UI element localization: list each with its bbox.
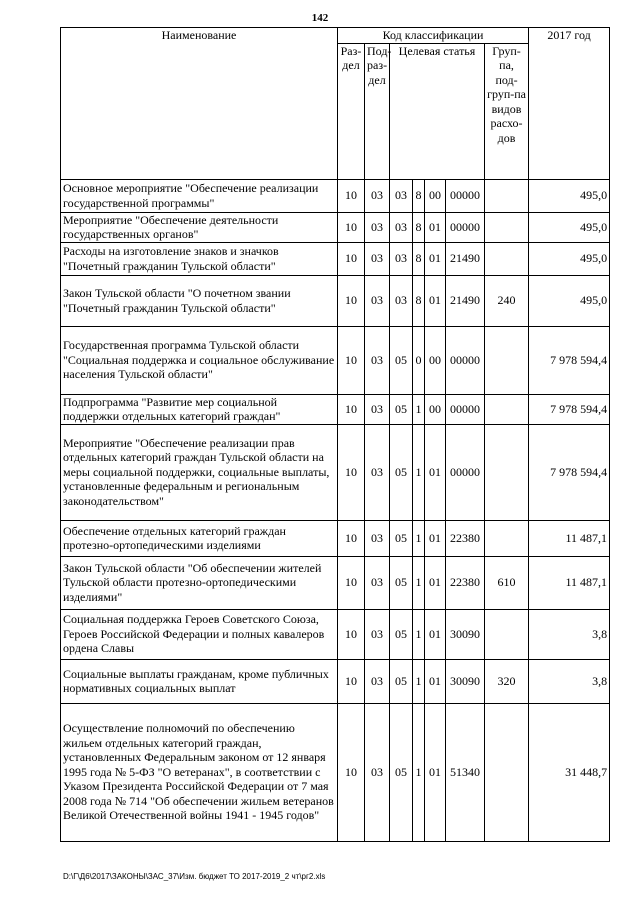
row-target-subprogram: 8 [413,179,425,212]
row-target-subprogram: 1 [413,609,425,659]
row-target-subprogram: 1 [413,703,425,841]
table-row [61,275,610,326]
row-expense-type [485,424,529,520]
row-target-program: 03 [390,242,413,275]
row-podrazdel: 03 [365,242,390,275]
row-target-program: 05 [390,394,413,424]
table-row [61,212,610,242]
row-expense-type: 610 [485,556,529,609]
row-name: Закон Тульской области "Об обеспечении жителей Тульской области протезно-ортопедическими изделиями" [61,556,338,609]
header-year: 2017 год [529,28,610,180]
row-target-direction: 22380 [446,556,485,609]
header-razdel: Раз-дел [338,43,365,179]
row-amount: 3,8 [529,659,610,703]
row-target-event: 01 [425,424,446,520]
row-amount: 11 487,1 [529,520,610,556]
row-target-subprogram: 8 [413,212,425,242]
row-amount: 31 448,7 [529,703,610,841]
table-row [61,424,610,520]
row-podrazdel: 03 [365,556,390,609]
row-amount: 495,0 [529,242,610,275]
row-target-direction: 00000 [446,424,485,520]
row-expense-type: 240 [485,275,529,326]
row-target-direction: 00000 [446,394,485,424]
row-target-program: 03 [390,212,413,242]
header-target: Целевая статья [390,43,485,179]
row-expense-type [485,520,529,556]
row-target-event: 01 [425,703,446,841]
row-podrazdel: 03 [365,179,390,212]
row-target-program: 05 [390,326,413,394]
row-target-program: 05 [390,520,413,556]
table-row [61,394,610,424]
header-podrazdel: Под-раз-дел [365,43,390,179]
row-expense-type [485,609,529,659]
file-path-footer: D:\Г\Д6\2017\ЗАКОНЫ\ЗАС_37\Изм. бюджет ТО 2017-2019_2 чт\рг2.xls [63,872,326,881]
row-podrazdel: 03 [365,394,390,424]
row-amount: 495,0 [529,275,610,326]
row-target-event: 01 [425,556,446,609]
row-name: Мероприятие "Обеспечение деятельности государственных органов" [61,212,338,242]
row-razdel: 10 [338,394,365,424]
row-razdel: 10 [338,703,365,841]
table-row [61,520,610,556]
row-target-subprogram: 8 [413,275,425,326]
row-target-direction: 00000 [446,179,485,212]
table-row [61,179,610,212]
row-razdel: 10 [338,609,365,659]
row-razdel: 10 [338,659,365,703]
row-podrazdel: 03 [365,609,390,659]
row-expense-type [485,242,529,275]
row-amount: 11 487,1 [529,556,610,609]
row-target-direction: 00000 [446,326,485,394]
row-target-program: 05 [390,703,413,841]
row-target-direction: 30090 [446,659,485,703]
row-target-direction: 30090 [446,609,485,659]
row-amount: 495,0 [529,212,610,242]
row-target-program: 05 [390,556,413,609]
header-name: Наименование [61,28,338,180]
row-name: Подпрограмма "Развитие мер социальной поддержки отдельных категорий граждан" [61,394,338,424]
row-target-event: 01 [425,212,446,242]
row-name: Мероприятие "Обеспечение реализации прав отдельных категорий граждан Тульской области на меры социальной поддержки, социальные выплаты, установленные федеральным и региональным законодательством" [61,424,338,520]
row-amount: 7 978 594,4 [529,394,610,424]
table-row [61,326,610,394]
row-target-subprogram: 8 [413,242,425,275]
row-target-program: 03 [390,275,413,326]
row-razdel: 10 [338,326,365,394]
row-target-event: 01 [425,520,446,556]
row-podrazdel: 03 [365,424,390,520]
row-target-direction: 00000 [446,212,485,242]
row-target-subprogram: 1 [413,394,425,424]
table-row [61,556,610,609]
row-razdel: 10 [338,275,365,326]
row-target-direction: 22380 [446,520,485,556]
row-podrazdel: 03 [365,212,390,242]
row-target-direction: 51340 [446,703,485,841]
row-name: Социальная поддержка Героев Советского Союза, Героев Российской Федерации и полных кавалеров ордена Славы [61,609,338,659]
row-podrazdel: 03 [365,275,390,326]
row-target-subprogram: 1 [413,659,425,703]
row-podrazdel: 03 [365,326,390,394]
row-podrazdel: 03 [365,520,390,556]
row-target-event: 00 [425,394,446,424]
row-amount: 7 978 594,4 [529,326,610,394]
row-target-program: 03 [390,179,413,212]
row-target-program: 05 [390,659,413,703]
budget-table [60,27,610,842]
table-row [61,703,610,841]
row-razdel: 10 [338,242,365,275]
row-name: Закон Тульской области "О почетном звании "Почетный гражданин Тульской области" [61,275,338,326]
row-name: Государственная программа Тульской области "Социальная поддержка и социальное обслуживание населения Тульской области" [61,326,338,394]
row-amount: 3,8 [529,609,610,659]
row-razdel: 10 [338,520,365,556]
row-target-event: 01 [425,609,446,659]
row-target-event: 00 [425,179,446,212]
row-name: Обеспечение отдельных категорий граждан протезно-ортопедическими изделиями [61,520,338,556]
row-expense-type [485,703,529,841]
header-vid: Груп-па, под-груп-па видов расхо-дов [485,43,529,179]
page-number: 142 [311,12,329,24]
row-podrazdel: 03 [365,703,390,841]
row-target-event: 01 [425,659,446,703]
row-target-program: 05 [390,609,413,659]
row-name: Основное мероприятие "Обеспечение реализации государственной программы" [61,179,338,212]
table-row [61,609,610,659]
row-expense-type [485,394,529,424]
row-razdel: 10 [338,424,365,520]
row-target-program: 05 [390,424,413,520]
row-target-event: 01 [425,242,446,275]
row-name: Расходы на изготовление знаков и значков "Почетный гражданин Тульской области" [61,242,338,275]
row-target-direction: 21490 [446,242,485,275]
row-razdel: 10 [338,556,365,609]
budget-rows [61,179,610,841]
table-row [61,659,610,703]
row-target-subprogram: 1 [413,520,425,556]
row-target-subprogram: 0 [413,326,425,394]
row-target-event: 01 [425,275,446,326]
table-row [61,242,610,275]
row-expense-type [485,326,529,394]
row-razdel: 10 [338,212,365,242]
row-name: Осуществление полномочий по обеспечению жильем отдельных категорий граждан, установленных Федеральным законом от 12 января 1995 года № 5-ФЗ "О ветеранах", в соответствии с Указом Президента Российской Федерации от 7 мая 2008 года № 714 "Об обеспечении жильем ветеранов Великой Отечественной войны 1941 - 1945 годов" [61,703,338,841]
row-razdel: 10 [338,179,365,212]
row-target-event: 00 [425,326,446,394]
row-podrazdel: 03 [365,659,390,703]
row-expense-type [485,212,529,242]
row-amount: 7 978 594,4 [529,424,610,520]
row-target-subprogram: 1 [413,424,425,520]
row-name: Социальные выплаты гражданам, кроме публичных нормативных социальных выплат [61,659,338,703]
header-code-group: Код классификации [338,28,529,44]
row-expense-type: 320 [485,659,529,703]
row-amount: 495,0 [529,179,610,212]
row-target-subprogram: 1 [413,556,425,609]
row-expense-type [485,179,529,212]
row-target-direction: 21490 [446,275,485,326]
